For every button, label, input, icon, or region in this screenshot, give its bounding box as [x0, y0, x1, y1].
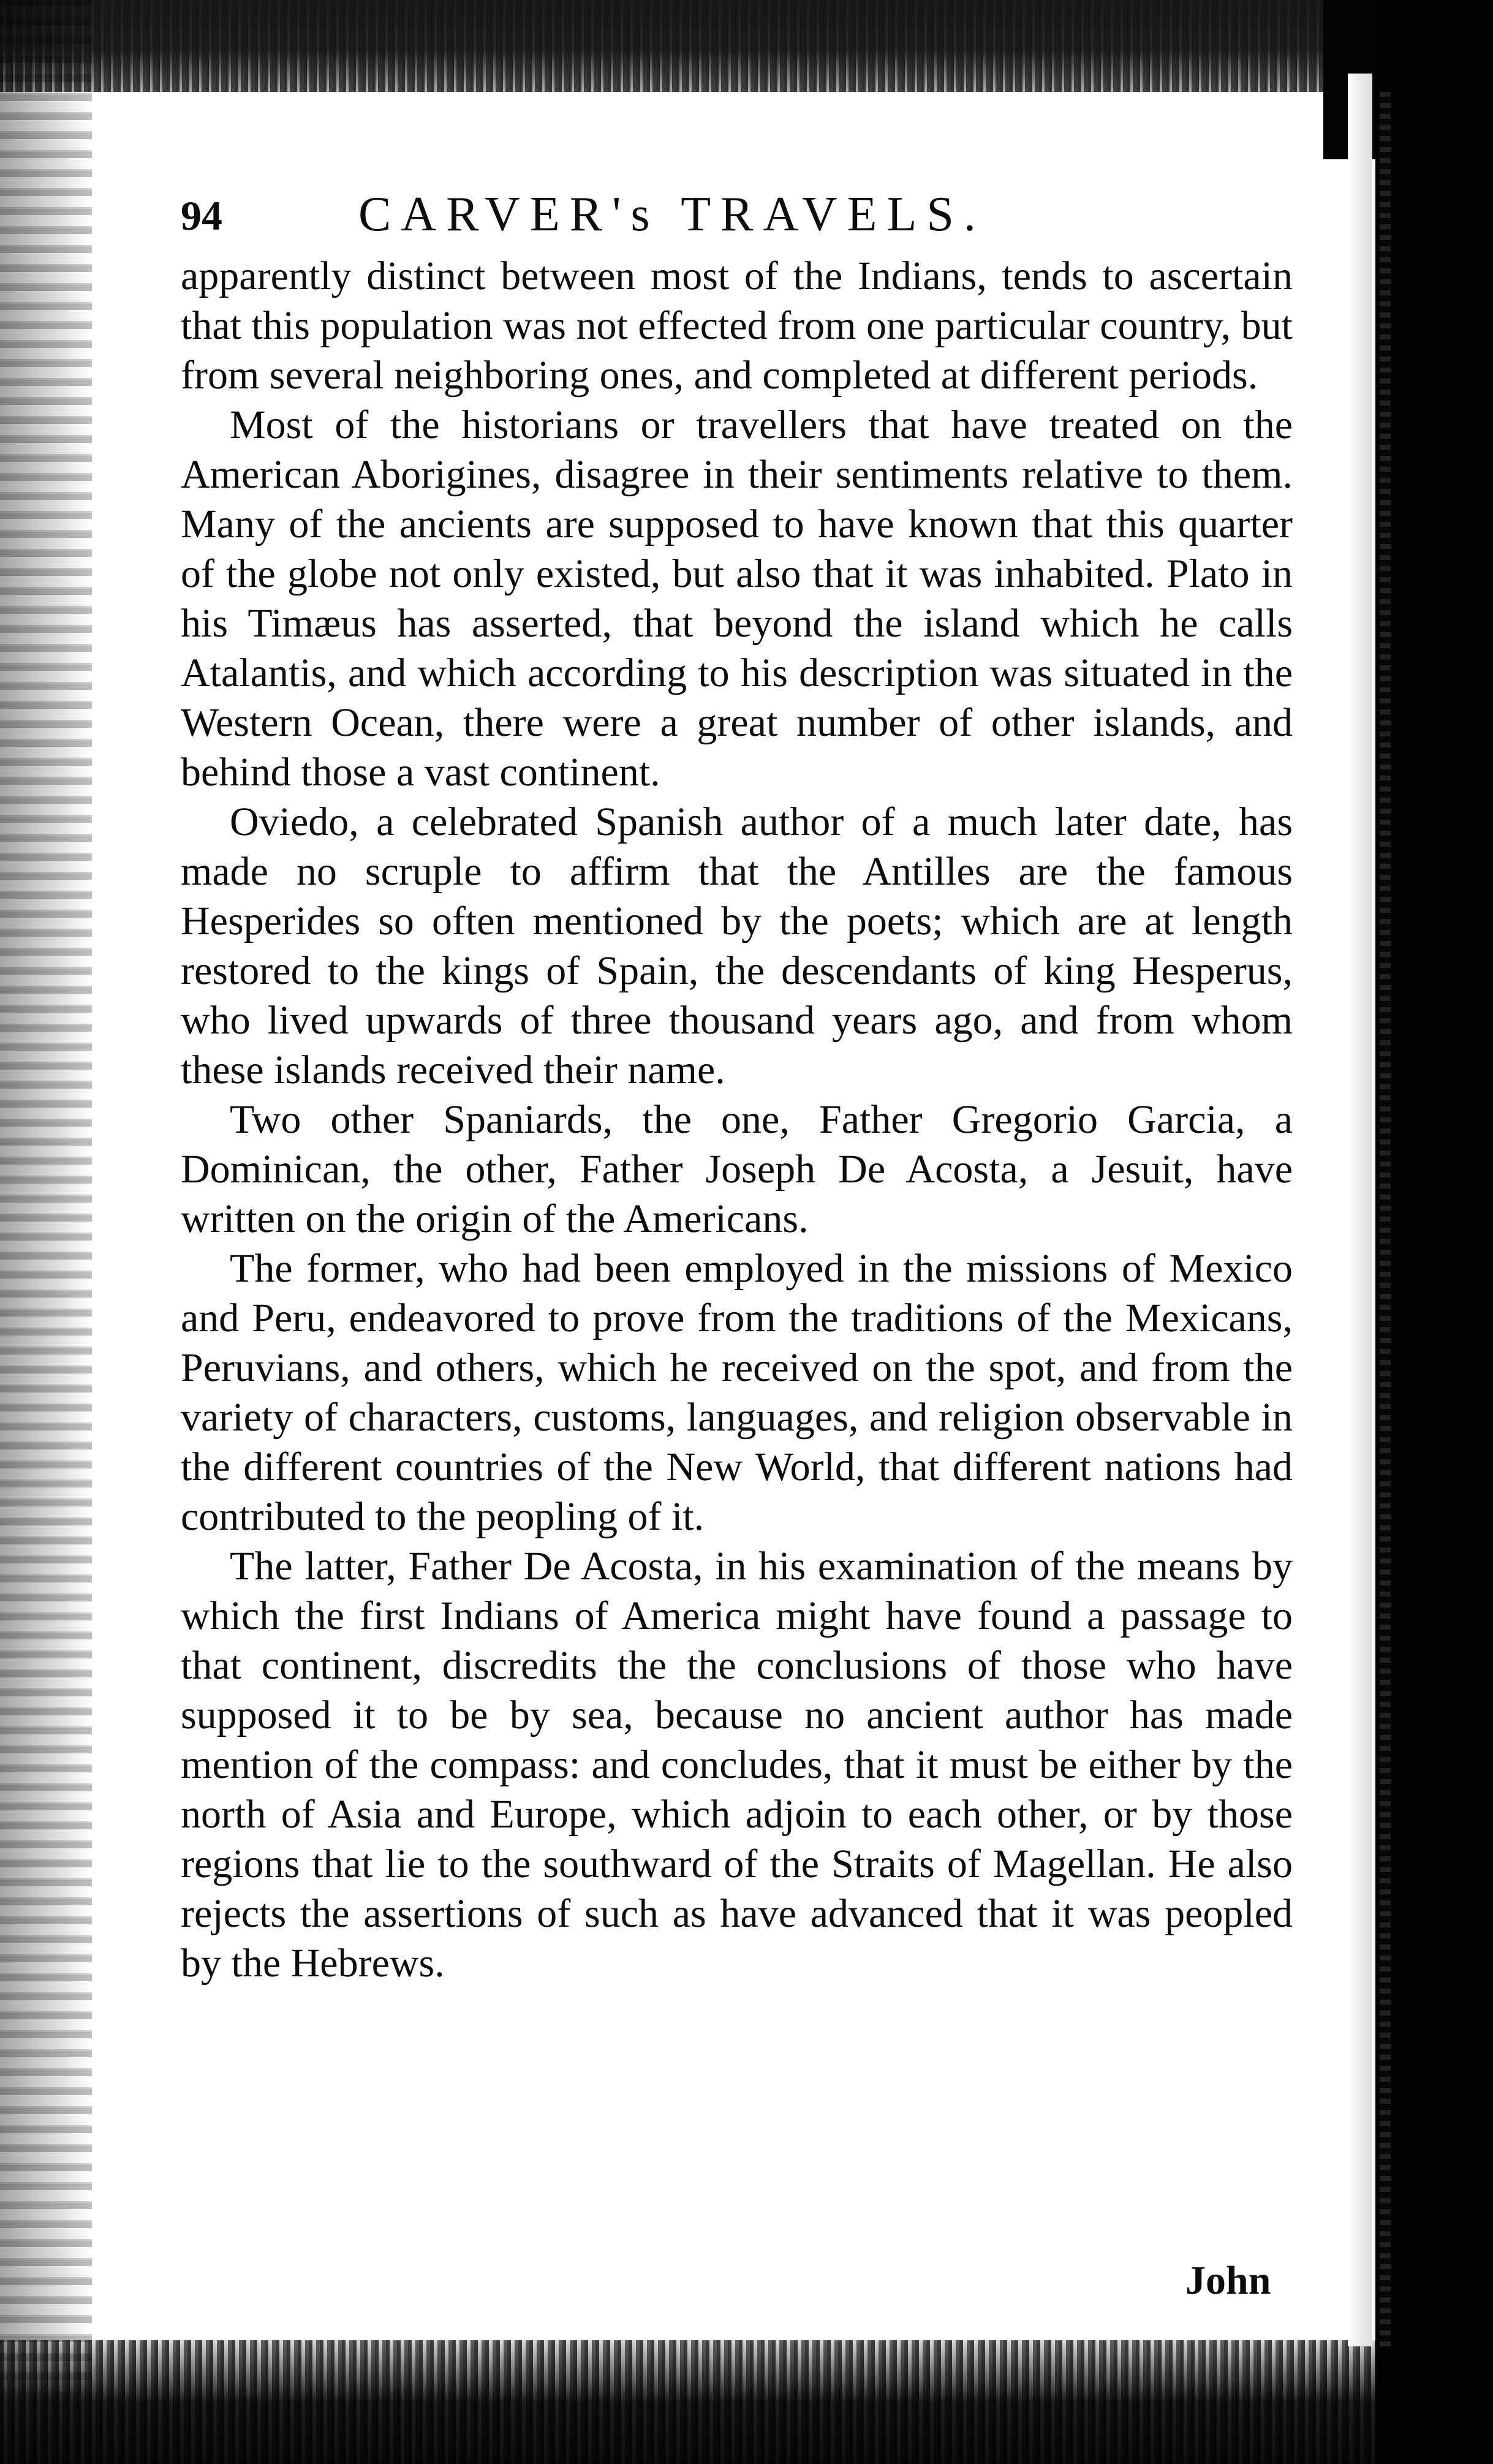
bottom-scan-noise	[0, 2340, 1493, 2464]
paragraph-2: Most of the historians or travellers that have treated on the American Aborigines, disagree in their sentiments relative to them. Many of the ancients are supposed to have known that this quarter of the globe not only existed, but also that it was inhabited. Plato in his Timæus has asserted, that beyond the island which he calls Atalantis, and which according to his description was situated in the Western Ocean, there were a great number of other islands, and behind those a vast continent.	[181, 402, 1293, 795]
paragraph-6: The latter, Father De Acosta, in his examination of the means by which the first Indians of America might have found a passage to that continent, discredits the the conclusions of those who have supposed it to be by sea, because no ancient author has made mention of the compass: and concludes, that it must be either by the north of Asia and Europe, which adjoin to each other, or by those regions that lie to the southward of the Straits of Magellan. He also rejects the assertions of such as have advanced that it was peopled by the Hebrews.	[181, 1544, 1293, 1986]
paragraph-4: Two other Spaniards, the one, Father Gregorio Garcia, a Dominican, the other, Father Joseph De Acosta, a Jesuit, have written on the origin of the Americans.	[181, 1097, 1293, 1241]
catchword: John	[1185, 2258, 1271, 2303]
left-scan-noise	[0, 0, 92, 2464]
page-body	[181, 251, 1293, 1988]
right-edge-strip	[1380, 92, 1391, 2346]
running-head: CARVER's TRAVELS.	[358, 187, 986, 241]
paragraph-5: The former, who had been employed in the missions of Mexico and Peru, endeavored to prove from the traditions of the Mexicans, Peruvians, and others, which he received on the spot, and from the variety of characters, customs, languages, and religion observable in the different countries of the New World, that different nations had contributed to the peopling of it.	[181, 1246, 1293, 1539]
top-scan-noise	[0, 0, 1493, 92]
page-gutter	[1348, 74, 1372, 2346]
page-number: 94	[181, 192, 222, 239]
paragraph-3: Oviedo, a celebrated Spanish author of a much later date, has made no scruple to affirm that the Antilles are the famous Hesperides so often mentioned by the poets; which are at length restored to the kings of Spain, the descendants of king Hesperus, who lived upwards of three thousand years ago, and from whom these islands received their name.	[181, 799, 1293, 1092]
book-page	[181, 184, 1293, 2303]
book-spine-shadow	[1375, 0, 1493, 2464]
page-header	[181, 184, 1293, 251]
paragraph-1: apparently distinct between most of the Indians, tends to ascertain that this population was not effected from one particular country, but from several neighboring ones, and completed at different periods.	[181, 254, 1293, 398]
